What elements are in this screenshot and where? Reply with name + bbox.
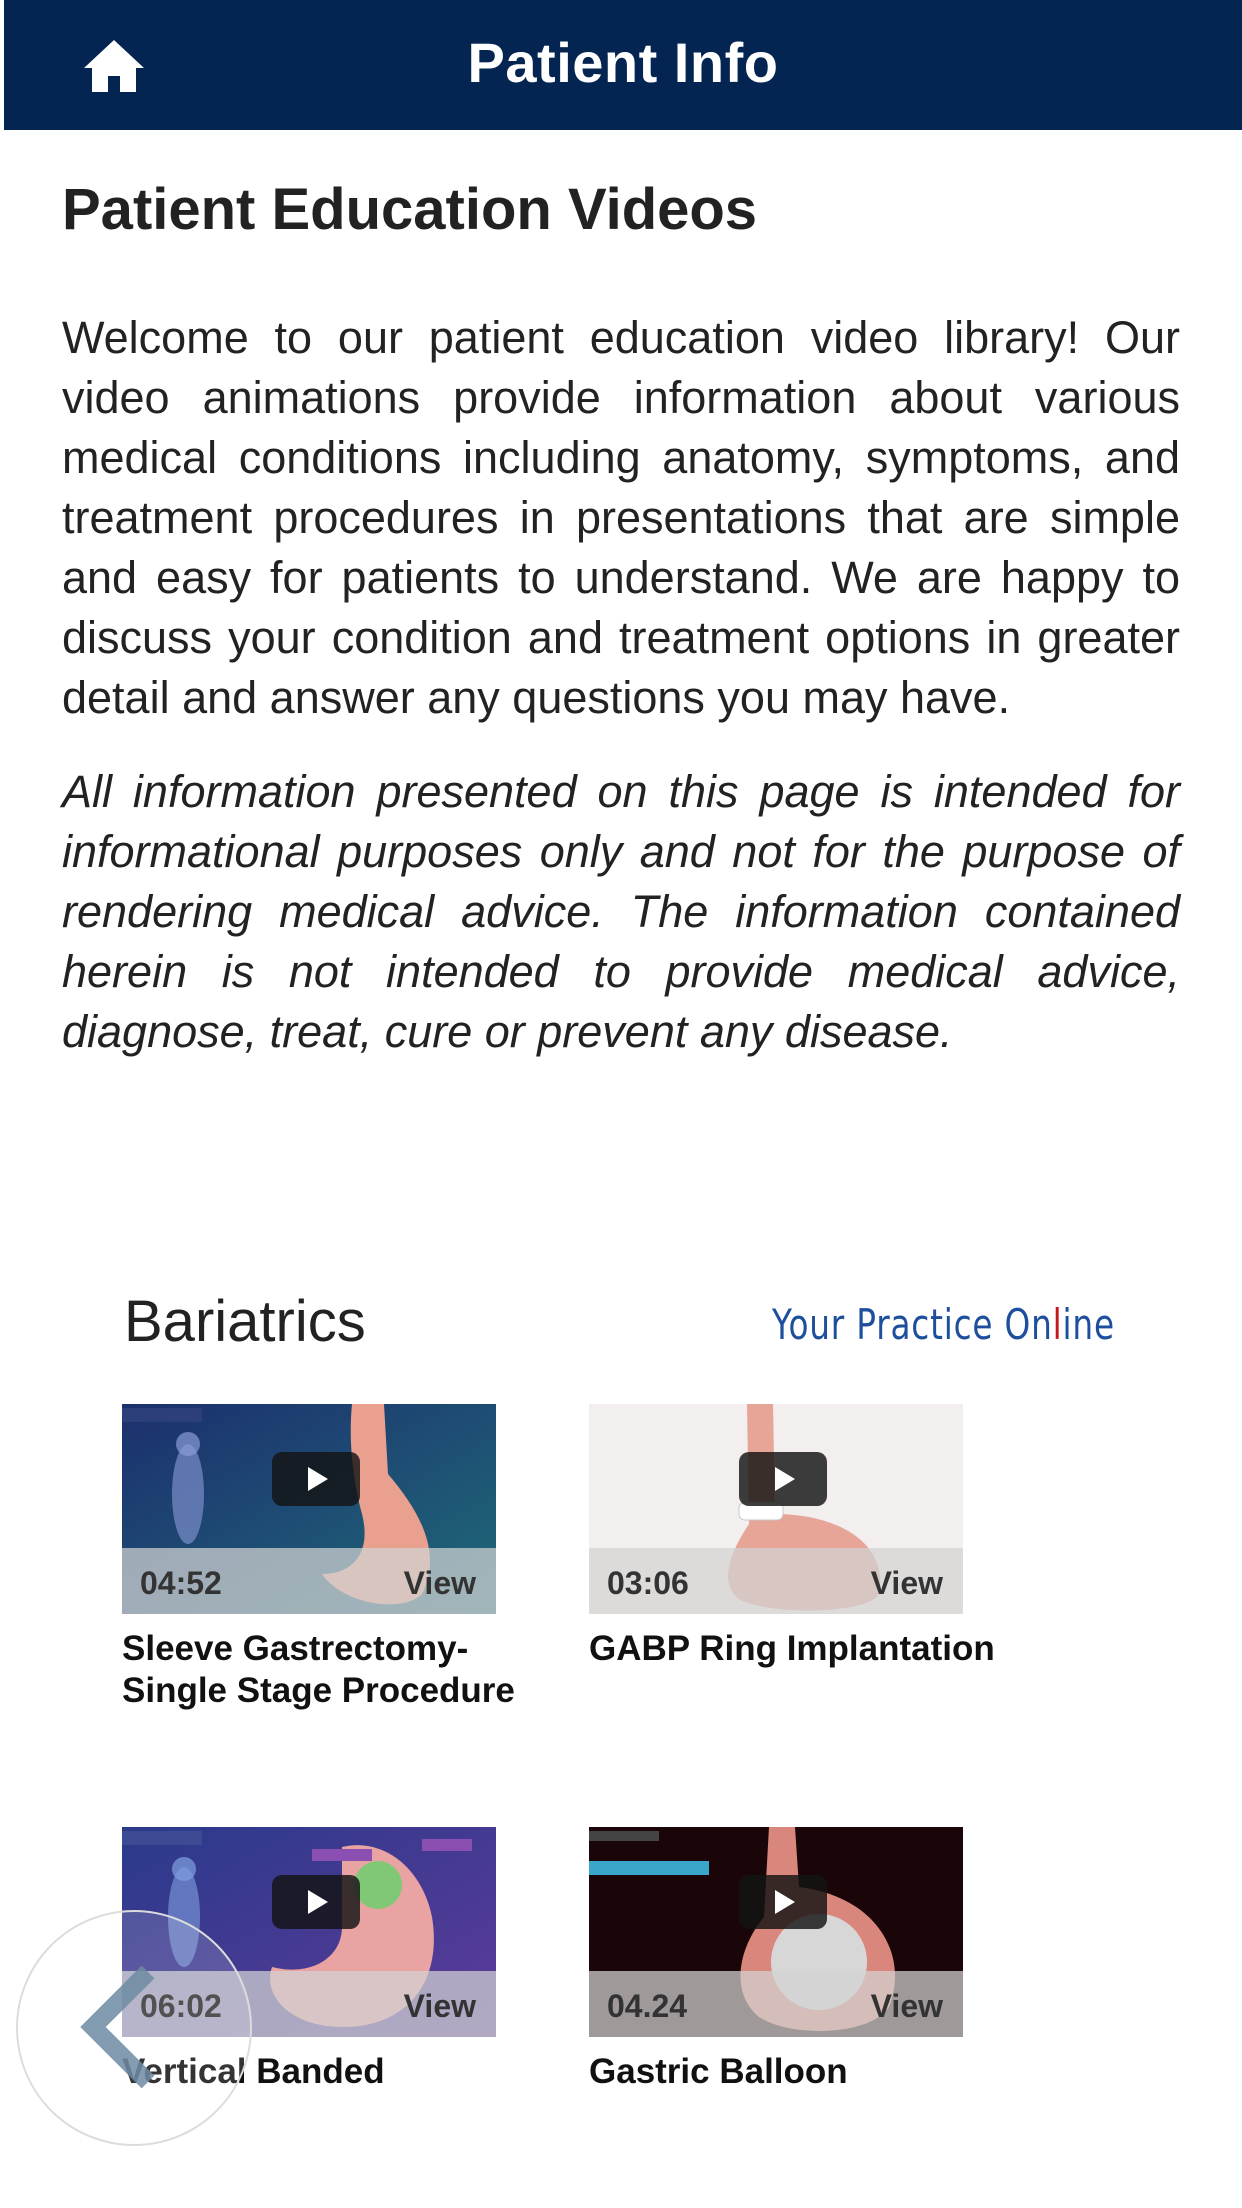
view-link[interactable]: View	[870, 1565, 943, 1601]
main-content	[62, 172, 1180, 1062]
play-icon[interactable]	[272, 1452, 360, 1506]
video-card-gastric-balloon[interactable]	[589, 1827, 1009, 2093]
page-title: Patient Education Videos	[62, 177, 758, 242]
play-icon[interactable]	[272, 1875, 360, 1929]
video-thumbnail[interactable]	[589, 1827, 963, 2037]
play-icon[interactable]	[739, 1875, 827, 1929]
video-duration: 03:06	[607, 1565, 689, 1601]
video-title[interactable]: Vertical Banded	[122, 2052, 385, 2091]
play-icon[interactable]	[739, 1452, 827, 1506]
app-header	[4, 0, 1242, 130]
intro-paragraph: Welcome to our patient education video library! Our video animations provide information about various medical conditions including anatomy, symptoms, and treatment procedures in presentations that are simple and easy for patients to understand. We are happy to discuss your condition and treatment options in greater detail and answer any questions you may have.	[62, 312, 1180, 723]
video-title[interactable]: Sleeve Gastrectomy-Single Stage Procedure	[122, 1629, 515, 1710]
video-thumbnail[interactable]	[122, 1404, 496, 1614]
video-card-sleeve-gastrectomy[interactable]	[122, 1404, 542, 1712]
chevron-left-icon	[58, 1952, 178, 2102]
video-title[interactable]: Gastric Balloon	[589, 2052, 848, 2091]
category-title: Bariatrics	[124, 1289, 366, 1354]
video-title[interactable]: GABP Ring Implantation	[589, 1629, 995, 1668]
header-title: Patient Info	[467, 31, 779, 94]
video-card-gabp-ring[interactable]	[589, 1404, 1009, 1670]
back-button[interactable]	[16, 1910, 252, 2146]
brand-logo: Your Practice Online	[772, 1300, 1115, 1349]
view-link[interactable]: View	[870, 1988, 943, 2024]
video-duration: 06:02	[140, 1988, 222, 2024]
disclaimer-paragraph: All information presented on this page is intended for informational purposes only and not for the purpose of rendering medical advice. The information contained herein is not intended to provide medical advice, diagnose, treat, cure or prevent any disease.	[62, 766, 1180, 1057]
video-duration: 04:52	[140, 1565, 222, 1601]
video-duration: 04.24	[607, 1988, 688, 2024]
view-link[interactable]: View	[403, 1565, 476, 1601]
view-link[interactable]: View	[403, 1988, 476, 2024]
video-thumbnail[interactable]	[589, 1404, 963, 1614]
